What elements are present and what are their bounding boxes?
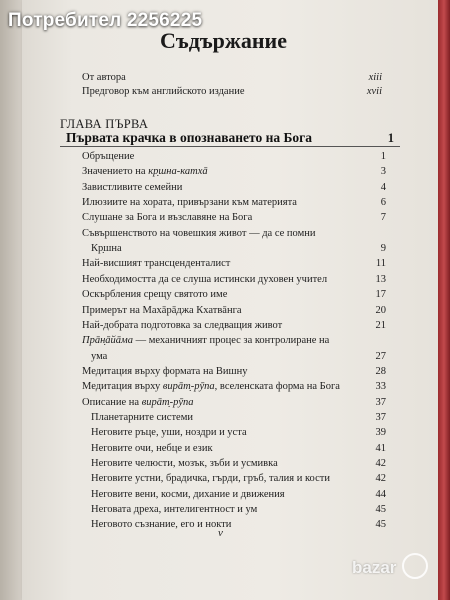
toc-entry <box>91 412 193 423</box>
book-cover-edge <box>438 0 450 600</box>
toc-entry <box>82 274 327 285</box>
chapter-title-page: 1 <box>387 131 394 145</box>
toc-entry <box>82 381 340 392</box>
toc-entry-page: 45 <box>375 504 386 516</box>
page-number: v <box>218 527 223 539</box>
toc-entry-italic: Прāн̣āйāма <box>82 335 133 347</box>
toc-entry-text: Описание на <box>82 396 142 408</box>
toc-entry-text: — механичният процес за контролиране на <box>133 335 330 347</box>
toc-entry-text: Най-добрата подготовка за следващия живот <box>82 319 283 331</box>
toc-entry <box>82 366 247 377</box>
toc-entry <box>91 458 278 469</box>
toc-entry-text: Кр̣шна <box>91 243 122 255</box>
toc-entry-page: 11 <box>375 258 386 270</box>
toc-entry <box>91 427 247 438</box>
toc-entry-italic: вирāт̣-рӯпа <box>141 396 194 408</box>
toc-entry <box>91 504 257 515</box>
toc-entry-text: Медитация върху <box>82 381 163 393</box>
toc-entry <box>82 397 194 408</box>
toc-entry-page: 45 <box>375 519 386 531</box>
toc-entry <box>82 258 230 269</box>
toc-entry-page: 13 <box>375 273 386 285</box>
toc-entry-text: Илюзиите на хората, привързани към материята <box>82 197 297 209</box>
chapter-divider <box>60 146 400 147</box>
bazar-logo: bazar <box>352 558 397 577</box>
toc-entry <box>82 212 252 223</box>
front-matter-label: От автора <box>82 72 126 83</box>
toc-entry-page: 20 <box>375 304 386 316</box>
book-gutter <box>0 0 22 600</box>
toc-entry-text: Неговите ръце, уши, ноздри и уста <box>91 427 247 439</box>
toc-entry-page: 39 <box>375 427 386 439</box>
toc-entry-page: 9 <box>380 243 386 255</box>
toc-entry-text: Медитация върху формата на Вишну <box>82 365 248 377</box>
toc-entry-page: 21 <box>375 319 386 331</box>
toc-entry-text: Необходимостта да се слуша истински духовен учител <box>82 273 328 285</box>
toc-entry-text: , вселенската форма на Бога <box>214 381 340 393</box>
toc-entry-page: 33 <box>375 381 386 393</box>
chapter-heading: ГЛАВА ПЪРВА <box>60 117 149 131</box>
toc-entry-page: 6 <box>380 197 386 209</box>
toc-entry-text: Неговото съзнание, его и нокти <box>91 519 232 531</box>
toc-entry-text: ума <box>91 350 108 362</box>
toc-entry-text: Примерът на Махāрāджа Кхатвāнга <box>82 304 242 316</box>
toc-entry-page: 7 <box>380 212 386 224</box>
toc-entry <box>91 243 122 254</box>
toc-entry-text: Обръщение <box>82 151 135 162</box>
toc-entry-italic: кр̣шна-катхā <box>148 166 208 178</box>
toc-entry-text: Слушане за Бога и възславяне на Бога <box>82 212 253 224</box>
toc-entry-page: 41 <box>375 442 386 454</box>
toc-entry <box>82 166 208 177</box>
toc-entry <box>91 351 107 362</box>
toc-entry <box>91 489 285 500</box>
front-matter-label: Предговор към английското издание <box>82 86 245 97</box>
toc-entry <box>91 519 231 530</box>
toc-entry-text: Планетарните системи <box>91 411 193 423</box>
toc-entry <box>82 289 227 300</box>
toc-entry-text: Неговите челюсти, мозък, зъби и усмивка <box>91 458 278 469</box>
toc-entry <box>82 228 315 239</box>
toc-entry-text: Неговите очи, небце и език <box>91 442 213 454</box>
toc-entry <box>82 182 182 193</box>
toc-entry-text: Неговите вени, косми, дихание и движения <box>91 488 285 500</box>
toc-entry <box>82 305 242 316</box>
bazar-logo-circle <box>402 553 428 579</box>
toc-entry-page: 17 <box>375 289 386 301</box>
toc-entry <box>82 151 134 162</box>
toc-entry-page: 28 <box>375 365 386 377</box>
toc-entry-page: 1 <box>380 151 386 162</box>
toc-entry-text: Най-висшият трансценденталист <box>82 258 231 270</box>
toc-entry-page: 3 <box>380 166 386 178</box>
toc-entry <box>91 473 330 484</box>
toc-entry-page: 44 <box>375 488 386 500</box>
toc-entry <box>82 335 329 346</box>
toc-entry <box>91 443 213 454</box>
toc-entry <box>82 197 297 208</box>
toc-entry-page: 42 <box>375 458 386 469</box>
toc-entry-page: 42 <box>375 473 386 485</box>
toc-entry <box>82 320 282 331</box>
toc-entry-page: 27 <box>375 350 386 362</box>
front-matter-page: xiii <box>368 72 382 83</box>
front-matter-page: xvii <box>366 86 382 97</box>
user-watermark: Потребител 2256225 <box>8 10 203 31</box>
toc-entry-text: Неговата дреха, интелигентност и ум <box>91 504 258 516</box>
toc-entry-page: 37 <box>375 411 386 423</box>
toc-entry-text: Неговите устни, брадичка, гърди, гръб, талия и кости <box>91 473 330 485</box>
toc-entry-italic: вирāт̣-рӯпа <box>162 381 215 393</box>
toc-entry-text: Съвършенството на човешкия живот — да се помни <box>82 227 316 239</box>
toc-entry-text: Оскърбления срещу святото име <box>82 289 228 301</box>
toc-entry-page: 4 <box>380 181 386 193</box>
page-title: Съдържание <box>160 28 287 53</box>
toc-entry-text: Значението на <box>82 166 149 178</box>
chapter-title: Първата крачка в опознаването на Бога <box>66 130 313 145</box>
toc-entry-text: Завистливите семейни <box>82 181 183 193</box>
toc-entry-page: 37 <box>375 396 386 408</box>
